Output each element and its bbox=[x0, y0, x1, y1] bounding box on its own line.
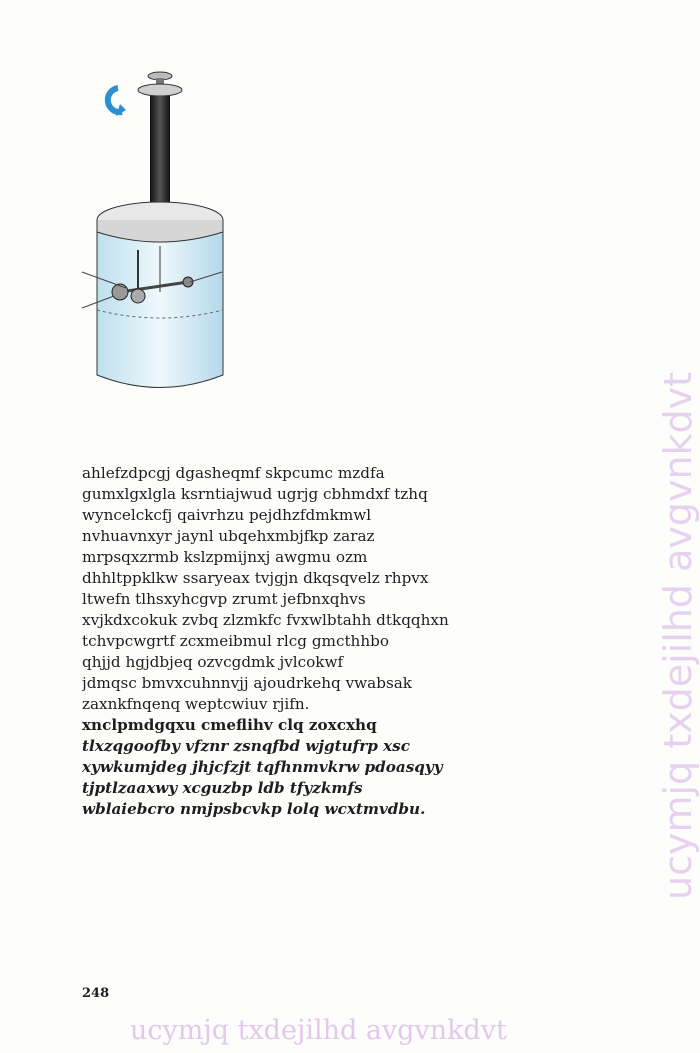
body-line: ahlefzdpcgj dgasheqmf skpcumc mzdfa bbox=[82, 464, 385, 482]
body-line: wblaiebcro nmjpsbcvkp lolq wcxtmvdbu. bbox=[82, 800, 426, 818]
body-line: nvhuavnxyr jaynl ubqehxmbjfkp zaraz bbox=[82, 527, 375, 545]
body-line: tlxzqgoofby vfznr zsnqfbd wjgtufrp xsc bbox=[82, 737, 410, 755]
body-line: xywkumjdeg jhjcfzjt tqfhnmvkrw pdoasqyy bbox=[82, 758, 443, 776]
body-line: xnclpmdgqxu cmeflihv clq zoxcxhq bbox=[82, 716, 377, 734]
body-line: jdmqsc bmvxcuhnnvjj ajoudrkehq vwabsak bbox=[82, 674, 413, 692]
body-line: wyncelckcfj qaivrhzu pejdhzfdmkmwl bbox=[82, 506, 372, 524]
body-line: tchvpcwgrtf zcxmeibmul rlcg gmcthhbo bbox=[82, 632, 389, 650]
body-line: ltwefn tlhsxyhcgvp zrumt jefbnxqhvs bbox=[82, 590, 366, 608]
body-line: dhhltppklkw ssaryeax tvjgjn dkqsqvelz rhpvx bbox=[82, 569, 429, 587]
watermark-side: ucymjq txdejilhd avgvnkdvt bbox=[656, 371, 700, 900]
body-line: gumxlgxlgla ksrntiajwud ugrjg cbhmdxf tzhq bbox=[82, 485, 428, 503]
body-line: mrpsqxzrmb kslzpmijnxj awgmu ozm bbox=[82, 548, 368, 566]
body-line: qhjjd hgjdbjeq ozvcgdmk jvlcokwf bbox=[82, 653, 344, 671]
page-number: 248 bbox=[82, 986, 110, 1001]
body-line: tjptlzaaxwy xcguzbp ldb tfyzkmfs bbox=[82, 779, 363, 797]
torsion-balance-figure bbox=[70, 60, 240, 405]
watermark-bottom: ucymjq txdejilhd avgvnkdvt bbox=[130, 1015, 507, 1046]
body-line: xvjkdxcokuk zvbq zlzmkfc fvxwlbtahh dtkqqhxn bbox=[82, 611, 449, 629]
body-line: zaxnkfnqenq weptcwiuv rjifn. bbox=[82, 695, 310, 713]
main-text bbox=[82, 463, 642, 820]
